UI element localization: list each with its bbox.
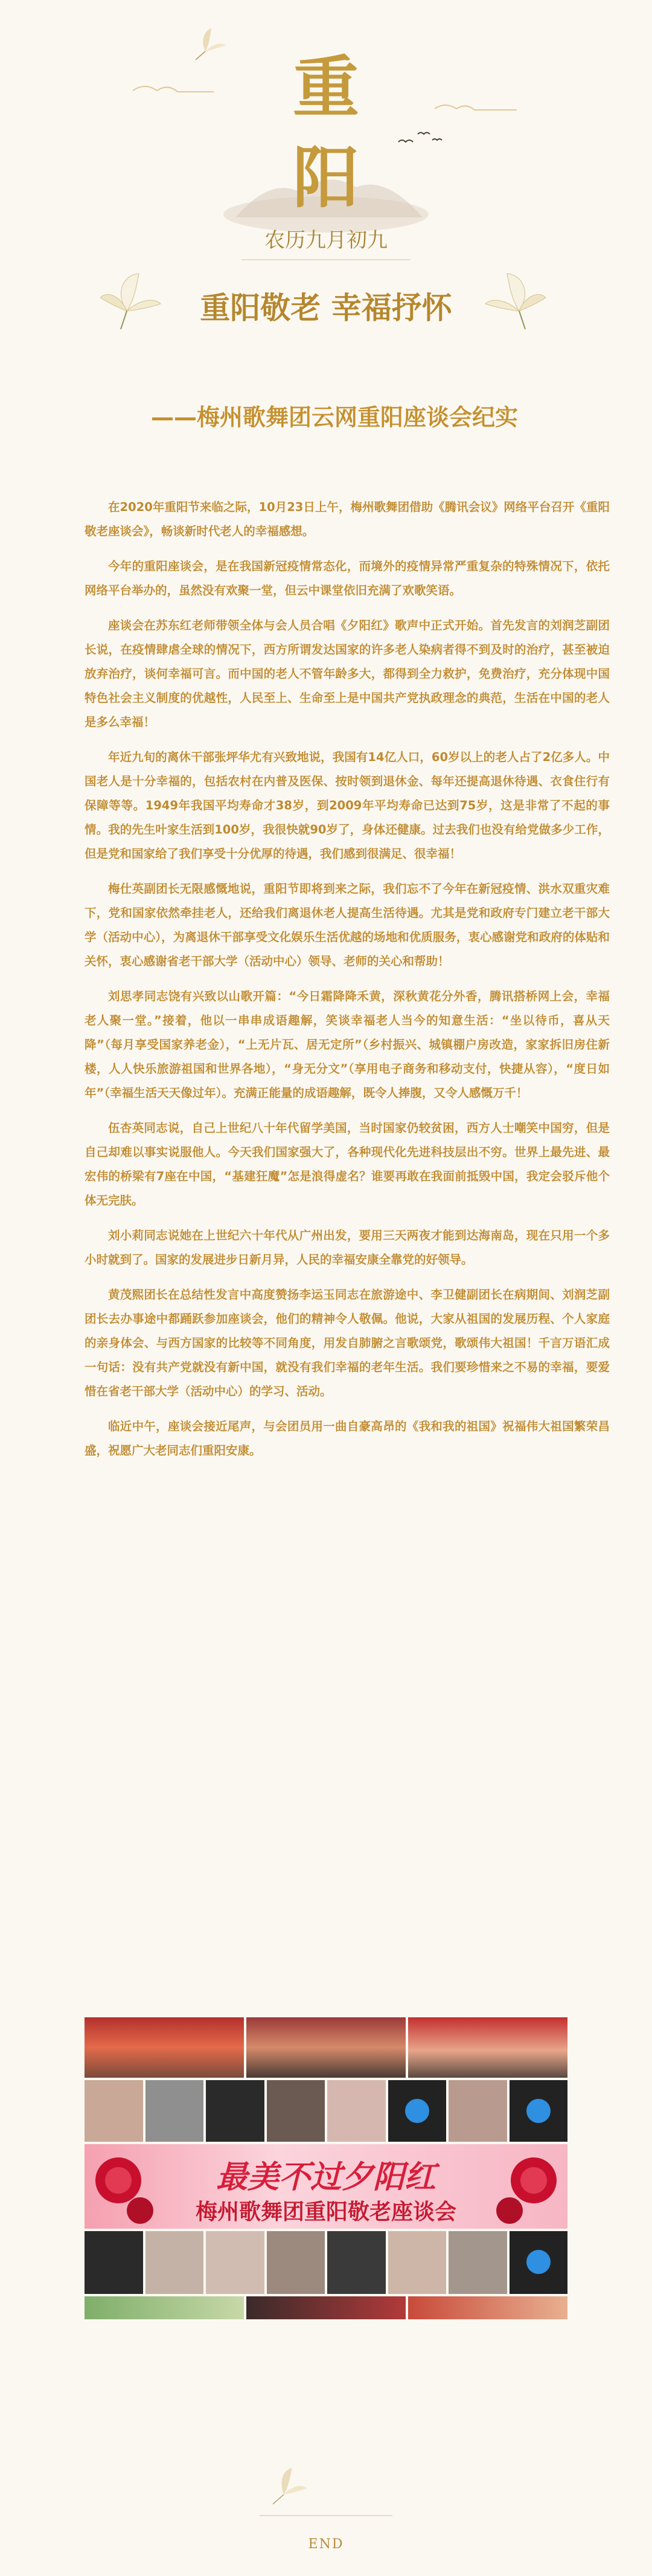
participant-video bbox=[85, 2231, 143, 2294]
birds-icon bbox=[398, 133, 442, 143]
article-subtitle: ——梅州歌舞团云网重阳座谈会纪实 bbox=[151, 404, 519, 431]
avatar bbox=[526, 2250, 551, 2274]
participant-video bbox=[206, 2080, 264, 2142]
participant-video bbox=[145, 2231, 204, 2294]
group-photo bbox=[246, 2017, 406, 2078]
title-char-1: 重 bbox=[293, 48, 359, 126]
participant-video bbox=[388, 2080, 447, 2142]
paragraph: 刘小莉同志说她在上世纪六十年代从广州出发，要用三天两夜才能到达海南岛，现在只用一个多小时就到了。国家的发展进步日新月异，人民的幸福安康全靠党的好领导。 bbox=[85, 1229, 610, 1267]
participant-video bbox=[449, 2080, 507, 2142]
group-photo bbox=[85, 2017, 244, 2078]
paragraph: 座谈会在苏东红老师带领全体与会人员合唱《夕阳红》歌声中正式开始。首先发言的刘润芝副团长说，在疫情肆虐全球的情况下，西方所谓发达国家的许多老人染病者得不到及时的治疗，甚至被迫放弃治疗，谈何幸福可言。而中国的老人不管年龄多大，都得到全力救护，免费治疗，充分体现中国特色社会主义制度的优越性，人民至上、生命至上是中国共产党执政理念的典范，生活在中国的老人是多么幸福！ bbox=[85, 618, 610, 729]
video-call-row-2 bbox=[85, 2231, 567, 2294]
video-call-row-1 bbox=[85, 2080, 567, 2142]
participant-video bbox=[449, 2231, 507, 2294]
avatar bbox=[526, 2099, 551, 2123]
participant-video bbox=[327, 2080, 386, 2142]
participant-video bbox=[206, 2231, 264, 2294]
hero-header bbox=[0, 0, 652, 387]
event-banner bbox=[85, 2144, 567, 2229]
banner-subtitle: 梅州歌舞团重阳敬老座谈会 bbox=[195, 2199, 456, 2224]
group-photo bbox=[85, 2296, 244, 2319]
paragraph: 临近中午，座谈会接近尾声，与会团员用一曲自豪高昂的《我和我的祖国》祝福伟大祖国繁荣昌盛，祝愿广大老同志们重阳安康。 bbox=[85, 1419, 610, 1457]
collage-row-top bbox=[85, 2017, 567, 2078]
group-photo bbox=[408, 2296, 567, 2319]
participant-video bbox=[388, 2231, 447, 2294]
banner-title: 最美不过夕阳红 bbox=[216, 2159, 436, 2195]
article-body bbox=[85, 495, 610, 1474]
paragraph: 今年的重阳座谈会，是在我国新冠疫情常态化，而境外的疫情异常严重复杂的特殊情况下，依托网络平台举办的，虽然没有欢聚一堂，但云中课堂依旧充满了欢歌笑语。 bbox=[85, 559, 610, 597]
paragraph: 在2020年重阳节来临之际，10月23日上午，梅州歌舞团借助《腾讯会议》网络平台召开《重阳敬老座谈会》，畅谈新时代老人的幸福感想。 bbox=[85, 500, 610, 538]
photo-collage bbox=[85, 2017, 567, 2319]
paragraph: 梅仕英副团长无限感慨地说，重阳节即将到来之际，我们忘不了今年在新冠疫情、洪水双重灾难下，党和国家依然牵挂老人，还给我们离退休老人提高生活待遇。尤其是党和政府专门建立老干部大学（活动中心），为离退休干部享受文化娱乐生活优越的场地和优质服务，衷心感谢党和政府的体贴和关怀，衷心感谢省老干部大学（活动中心）领导、老师的关心和帮助！ bbox=[85, 882, 610, 968]
participant-video bbox=[85, 2080, 143, 2142]
participant-video bbox=[510, 2231, 568, 2294]
participant-video bbox=[267, 2080, 325, 2142]
group-photo bbox=[246, 2296, 406, 2319]
theme-title: 重阳敬老 幸福抒怀 bbox=[200, 290, 452, 326]
footer-decoration bbox=[0, 2458, 652, 2531]
collage-row-bottom bbox=[85, 2296, 567, 2319]
title-char-2: 阳 bbox=[293, 139, 359, 217]
participant-video bbox=[510, 2080, 568, 2142]
paragraph: 伍杏英同志说，自己上世纪八十年代留学美国，当时国家仍较贫困，西方人士嘲笑中国穷，但是自己却难以事实说服他人。今天我们国家强大了，各种现代化先进科技层出不穷。世界上最先进、最宏伟的桥梁有7座在中国，“基建狂魔”怎是浪得虚名？谁要再敢在我面前抵毁中国，我定会驳斥他个体无完肤。 bbox=[85, 1121, 610, 1207]
end-mark: END bbox=[308, 2537, 344, 2552]
lunar-date: 农历九月初九 bbox=[264, 228, 388, 252]
avatar bbox=[405, 2099, 429, 2123]
group-photo bbox=[408, 2017, 567, 2078]
paragraph: 黄茂熙团长在总结性发言中高度赞扬李运玉同志在旅游途中、李卫健副团长在病期间、刘润芝副团长去办事途中都踊跃参加座谈会，他们的精神令人敬佩。他说，大家从祖国的发展历程、个人家庭的亲身体会、与西方国家的比较等不同角度，用发自肺腑之言歌颂党，歌颂伟大祖国！千言万语汇成一句话：没有共产党就没有新中国，就没有我们幸福的老年生活。我们要珍惜来之不易的幸福，要爱惜在省老干部大学（活动中心）的学习、活动。 bbox=[85, 1288, 610, 1398]
participant-video bbox=[267, 2231, 325, 2294]
footer-flower-icon bbox=[273, 2468, 307, 2504]
paragraph: 刘思孝同志饶有兴致以山歌开篇：“今日霜降降禾黄，深秋黄花分外香，腾讯搭桥网上会，幸福老人聚一堂。”接着，他以一串串成语趣解，笑谈幸福老人当今的知意生活：“坐以待币，喜从天降”（每月享受国家养老金），“上无片瓦、居无定所”（乡村振兴、城镇棚户房改造，家家拆旧房住新楼，人人快乐旅游祖国和世界各地），“身无分文”（享用电子商务和移动支付，快捷从容），“度日如年”（幸福生活天天像过年）。充满正能量的成语趣解，既令人捧腹，又令人感慨万千！ bbox=[85, 989, 610, 1100]
paragraph: 年近九旬的离休干部张坪华尤有兴致地说，我国有14亿人口，60岁以上的老人占了2亿多人。中国老人是十分幸福的，包括农村在内普及医保、按时领到退休金、每年还提高退休待遇、衣食住行有保障等等。1949年我国平均寿命才38岁，到2009年平均寿命已达到75岁，这是非常了不起的事情。我的先生叶家生活到100岁，我很快就90岁了，身体还健康。过去我们也没有给党做多少工作，但是党和国家给了我们享受十分优厚的待遇，我们感到很满足、很幸福！ bbox=[85, 750, 610, 861]
participant-video bbox=[145, 2080, 204, 2142]
participant-video bbox=[327, 2231, 386, 2294]
